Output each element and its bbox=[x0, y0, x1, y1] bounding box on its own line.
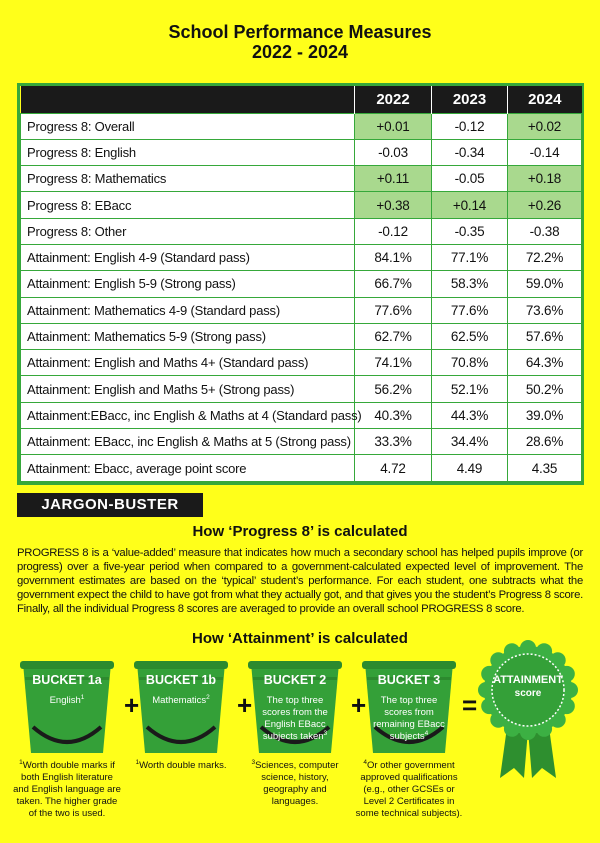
footnote-marker: 3 bbox=[323, 729, 328, 737]
header-2023: 2023 bbox=[432, 86, 508, 113]
row-value: 77.6% bbox=[355, 297, 432, 323]
row-value: 52.1% bbox=[432, 376, 508, 402]
bucket-icon bbox=[17, 657, 117, 757]
bucket-title: BUCKET 2 bbox=[263, 673, 327, 687]
table-row bbox=[21, 455, 582, 481]
row-label: Attainment: English and Maths 5+ (Strong pass) bbox=[21, 376, 355, 402]
row-value: 74.1% bbox=[355, 350, 432, 376]
attainment-rosette-icon bbox=[478, 640, 578, 780]
bucket-text-body: English bbox=[49, 695, 81, 706]
row-value: -0.12 bbox=[432, 113, 508, 139]
table-row bbox=[21, 192, 582, 218]
row-value: -0.14 bbox=[508, 139, 582, 165]
table-header-row bbox=[21, 86, 582, 113]
footnote-marker: 4 bbox=[424, 729, 429, 737]
row-value: 33.3% bbox=[355, 429, 432, 455]
subtitle-line: 2022 - 2024 bbox=[251, 42, 349, 62]
title-line: School Performance Measures bbox=[168, 22, 432, 42]
table-row bbox=[21, 376, 582, 402]
bucket-text bbox=[257, 695, 333, 743]
plus-sign: + bbox=[351, 690, 367, 720]
performance-table bbox=[17, 83, 584, 485]
equals-sign: = bbox=[462, 690, 478, 720]
row-value: -0.12 bbox=[355, 218, 432, 244]
row-value: 40.3% bbox=[355, 402, 432, 428]
row-value: 4.72 bbox=[355, 455, 432, 481]
row-label: Progress 8: English bbox=[21, 139, 355, 165]
row-value: 72.2% bbox=[508, 244, 582, 270]
plus-sign: + bbox=[124, 690, 140, 720]
progress-paragraph: PROGRESS 8 is a ‘value-added’ measure that indicates how much a secondary school has helped pupils improve (or progress) over a five-year period when compared to a government-calculated expected level of improvement. The government estimates are based on the ‘typical’ student’s performance. For each student, one subtracts what the government expect the child to have got from what they actually got, and that gives you the student’s Progress 8 score. Finally, all the individual Progress 8 scores are averaged to provide an overall school PROGRESS 8 score. bbox=[17, 547, 583, 615]
row-value: 84.1% bbox=[355, 244, 432, 270]
footnote-marker: 2 bbox=[206, 693, 210, 701]
table-row bbox=[21, 166, 582, 192]
row-value: 39.0% bbox=[508, 402, 582, 428]
bucket-text-body: The top three scores from remaining EBacc subjects bbox=[373, 695, 445, 742]
table-row bbox=[21, 113, 582, 139]
bucket-text bbox=[371, 695, 447, 743]
row-value: +0.02 bbox=[508, 113, 582, 139]
row-value: 34.4% bbox=[432, 429, 508, 455]
row-value: 4.49 bbox=[432, 455, 508, 481]
row-label: Progress 8: Mathematics bbox=[21, 166, 355, 192]
row-value: 70.8% bbox=[432, 350, 508, 376]
bucket-text-body: Mathematics bbox=[152, 695, 207, 706]
bucket-text bbox=[143, 695, 219, 707]
row-value: 77.1% bbox=[432, 244, 508, 270]
bucket-icon bbox=[131, 657, 231, 757]
footnote-number: 1 bbox=[135, 758, 140, 766]
jargon-buster-label: JARGON-BUSTER bbox=[17, 493, 203, 517]
footnote-number: 1 bbox=[19, 758, 23, 766]
header-2022: 2022 bbox=[355, 86, 432, 113]
table-row bbox=[21, 218, 582, 244]
bucket-title: BUCKET 1a bbox=[32, 673, 102, 687]
footnote-text: Sciences, computer science, history, geography and languages. bbox=[255, 760, 339, 807]
row-value: -0.34 bbox=[432, 139, 508, 165]
table-row bbox=[21, 271, 582, 297]
row-value: 59.0% bbox=[508, 271, 582, 297]
row-value: +0.01 bbox=[355, 113, 432, 139]
row-value: +0.14 bbox=[432, 192, 508, 218]
row-value: 77.6% bbox=[432, 297, 508, 323]
row-value: 44.3% bbox=[432, 402, 508, 428]
row-value: -0.05 bbox=[432, 166, 508, 192]
bucket-footnote bbox=[126, 760, 236, 772]
row-value: -0.03 bbox=[355, 139, 432, 165]
row-value: 28.6% bbox=[508, 429, 582, 455]
row-value: -0.38 bbox=[508, 218, 582, 244]
table-row bbox=[21, 350, 582, 376]
bucket-text bbox=[29, 695, 105, 707]
row-value: 66.7% bbox=[355, 271, 432, 297]
row-value: +0.18 bbox=[508, 166, 582, 192]
bucket-footnote bbox=[12, 760, 122, 820]
row-value: 62.5% bbox=[432, 323, 508, 349]
table-row bbox=[21, 139, 582, 165]
bucket-title: BUCKET 3 bbox=[377, 673, 441, 687]
row-value: 50.2% bbox=[508, 376, 582, 402]
bucket-text-body: The top three scores from the English EBacc subjects taken bbox=[262, 695, 328, 742]
row-value: +0.11 bbox=[355, 166, 432, 192]
table-row bbox=[21, 429, 582, 455]
row-value: 73.6% bbox=[508, 297, 582, 323]
row-label: Progress 8: Other bbox=[21, 218, 355, 244]
page-title bbox=[0, 22, 600, 62]
bucket-footnote bbox=[240, 760, 350, 808]
table-row bbox=[21, 323, 582, 349]
plus-sign: + bbox=[237, 690, 253, 720]
row-value: 58.3% bbox=[432, 271, 508, 297]
row-value: 56.2% bbox=[355, 376, 432, 402]
row-value: 62.7% bbox=[355, 323, 432, 349]
row-label: Attainment: Ebacc, average point score bbox=[21, 455, 355, 481]
header-label bbox=[21, 86, 355, 113]
footnote-number: 4 bbox=[363, 758, 367, 766]
footnote-number: 3 bbox=[251, 758, 256, 766]
attainment-heading: How ‘Attainment’ is calculated bbox=[192, 630, 408, 647]
row-value: 4.35 bbox=[508, 455, 582, 481]
rosette-subtitle: score bbox=[514, 688, 542, 699]
table-row bbox=[21, 297, 582, 323]
row-label: Attainment: English 4-9 (Standard pass) bbox=[21, 244, 355, 270]
table-row bbox=[21, 402, 582, 428]
row-label: Progress 8: EBacc bbox=[21, 192, 355, 218]
row-value: 64.3% bbox=[508, 350, 582, 376]
row-value: 57.6% bbox=[508, 323, 582, 349]
footnote-text: Worth double marks. bbox=[139, 760, 227, 771]
header-2024: 2024 bbox=[508, 86, 582, 113]
row-label: Attainment: English 5-9 (Strong pass) bbox=[21, 271, 355, 297]
progress-heading: How ‘Progress 8’ is calculated bbox=[192, 523, 408, 540]
row-label: Attainment: EBacc, inc English & Maths at 5 (Strong pass) bbox=[21, 429, 355, 455]
footnote-marker: 1 bbox=[80, 693, 85, 701]
bucket-footnote bbox=[354, 760, 464, 820]
bucket-icon bbox=[359, 657, 459, 757]
row-label: Attainment:EBacc, inc English & Maths at 4 (Standard pass) bbox=[21, 402, 355, 428]
row-value: +0.26 bbox=[508, 192, 582, 218]
bucket-title: BUCKET 1b bbox=[145, 673, 217, 687]
row-value: -0.35 bbox=[432, 218, 508, 244]
bucket-icon bbox=[245, 657, 345, 757]
row-value: +0.38 bbox=[355, 192, 432, 218]
footnote-text: Worth double marks if both English literature and English language are taken. The higher grade of the two is used. bbox=[13, 760, 121, 819]
row-label: Attainment: Mathematics 5-9 (Strong pass) bbox=[21, 323, 355, 349]
row-label: Progress 8: Overall bbox=[21, 113, 355, 139]
footnote-text: Or other government approved qualifications (e.g., other GCSEs or Level 2 Certificates in some technical subjects). bbox=[355, 760, 463, 819]
row-label: Attainment: Mathematics 4-9 (Standard pass) bbox=[21, 297, 355, 323]
row-label: Attainment: English and Maths 4+ (Standard pass) bbox=[21, 350, 355, 376]
table-row bbox=[21, 244, 582, 270]
rosette-title: ATTAINMENT bbox=[493, 674, 563, 686]
